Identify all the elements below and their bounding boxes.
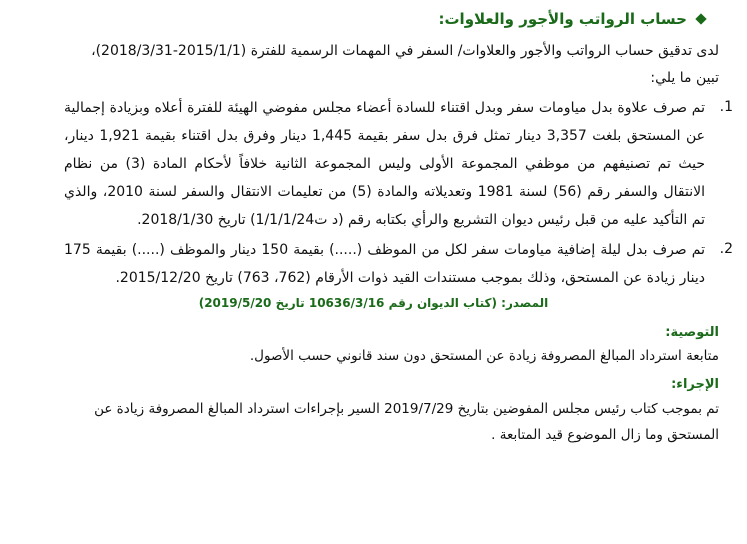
action-line-2: المستحق وما زال الموضوع قيد المتابعة . [491,427,719,443]
source-citation: المصدر: (كتاب الديوان رقم 10636/3/16 تاريخ 2019/5/20) [198,296,549,310]
findings-list [14,94,733,292]
action-text [14,396,719,448]
finding-item [14,236,733,292]
section-heading [14,10,705,28]
finding-text: تم صرف علاوة بدل مياومات سفر وبدل اقتناء للسادة أعضاء مجلس مفوضي الهيئة للفترة أعلاه وبزيادة إجمالية عن المستحق بلغت 3,357 دينار تمثل فرق بدل سفر بقيمة 1,445 دينار وفرق بدل اقتناء بقيمة 1,921 دينار، حيث تم تصنيفهم من موظفي المجموعة الأولى وليس المجموعة الثانية خلافاً لأحكام المادة (3) من نظام الانتقال والسفر رقم (56) لسنة 1981 وتعديلاته والمادة (5) من تعليمات الانتقال والسفر لسنة 2010، والذي تم التأكيد عليه من قبل رئيس ديوان التشريع والرأي بكتابه رقم (د ت1/1/1/24) تاريخ 2018/1/30. [64,100,705,228]
action-line-1: تم بموجب كتاب رئيس مجلس المفوضين بتاريخ 2019/7/29 السير بإجراءات استرداد المبالغ المصروفة زيادة عن [94,401,719,417]
recommendation-text: متابعة استرداد المبالغ المصروفة زيادة عن المستحق دون سند قانوني حسب الأصول. [249,348,719,364]
recommendation-heading: التوصية: [665,325,719,340]
intro-paragraph [14,38,719,92]
finding-number: 2. [719,241,733,257]
intro-line-1: لدى تدقيق حساب الرواتب والأجور والعلاوات/ السفر في المهمات الرسمية للفترة (2015/1/1-2018/3/31)، [91,43,719,59]
action-heading: الإجراء: [671,377,719,392]
finding-number: 1. [719,99,733,115]
finding-text: تم صرف بدل ليلة إضافية مياومات سفر لكل من الموظف (.....) بقيمة 150 دينار والموظف (.....) بقيمة 175 دينار زيادة عن المستحق، وذلك بموجب مستندات القيد ذوات الأرقام (762، 763) تاريخ 2015/12/20. [64,242,705,286]
intro-line-2: تبين ما يلي: [650,70,719,86]
finding-item [14,94,733,234]
section-title: حساب الرواتب والأجور والعلاوات: [438,10,687,28]
diamond-bullet-icon [695,13,706,24]
